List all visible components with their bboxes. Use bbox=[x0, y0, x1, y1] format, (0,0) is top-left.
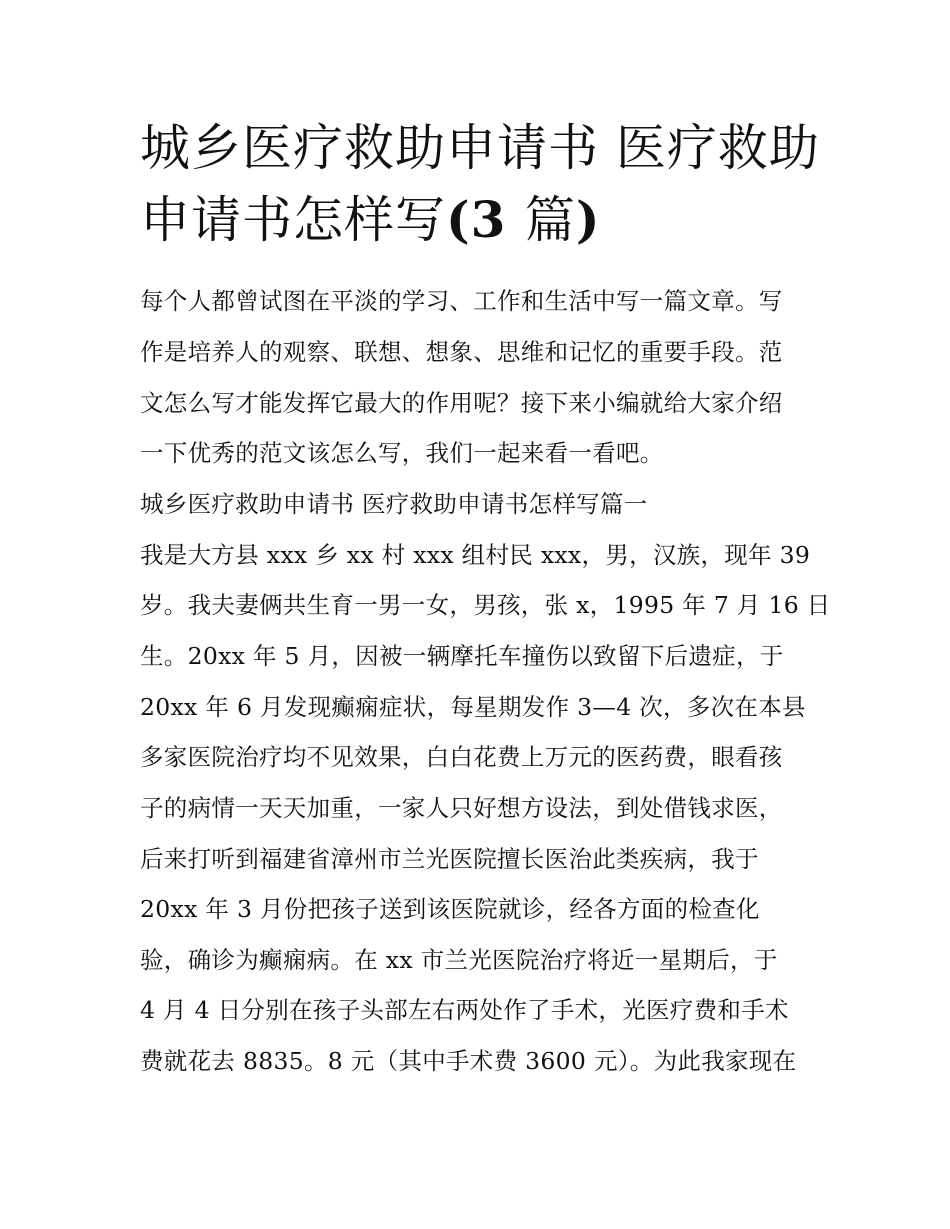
body-line-2: 岁。我夫妻俩共生育一男一女，男孩，张 x，1995 年 7 月 16 日 bbox=[140, 591, 831, 619]
title-line-2-unit: 篇 bbox=[524, 191, 576, 249]
title-line-2-paren: ) bbox=[575, 190, 601, 249]
body-line-10: 4 月 4 日分别在孩子头部左右两处作了手术，光医疗费和手术 bbox=[140, 996, 789, 1024]
body-line-1: 我是大方县 xxx 乡 xx 村 xxx 组村民 xxx，男，汉族，现年 39 bbox=[140, 541, 811, 569]
intro-line-1: 每个人都曾试图在平淡的学习、工作和生活中写一篇文章。写 bbox=[140, 287, 783, 315]
document-title bbox=[140, 112, 830, 256]
body-line-7: 后来打听到福建省漳州市兰光医院擅长医治此类疾病，我于 bbox=[140, 845, 759, 873]
intro-line-4: 一下优秀的范文该怎么写，我们一起来看一看吧。 bbox=[140, 439, 664, 467]
title-line-1: 城乡医疗救助申请书 医疗救助 bbox=[140, 119, 820, 177]
body-line-9: 验，确诊为癫痫病。在 xx 市兰光医院治疗将近一星期后，于 bbox=[140, 946, 778, 974]
body-line-3: 生。20xx 年 5 月，因被一辆摩托车撞伤以致留下后遗症，于 bbox=[140, 642, 784, 670]
intro-line-2: 作是培养人的观察、联想、想象、思维和记忆的重要手段。范 bbox=[140, 338, 783, 366]
body-line-8: 20xx 年 3 月份把孩子送到该医院就诊，经各方面的检查化 bbox=[140, 895, 760, 923]
intro-line-3: 文怎么写才能发挥它最大的作用呢？接下来小编就给大家介绍 bbox=[140, 389, 783, 417]
title-line-2-text: 申请书怎样写 bbox=[140, 191, 446, 249]
body-line-6: 子的病情一天天加重，一家人只好想方设法，到处借钱求医， bbox=[140, 794, 783, 822]
section-heading: 城乡医疗救助申请书 医疗救助申请书怎样写篇一 bbox=[140, 490, 648, 518]
body-line-11: 费就花去 8835。8 元（其中手术费 3600 元）。为此我家现在 bbox=[140, 1047, 797, 1075]
title-line-2-count: (3 bbox=[446, 190, 525, 249]
body-line-4: 20xx 年 6 月发现癫痫症状，每星期发作 3—4 次，多次在本县 bbox=[140, 693, 806, 721]
title-line-2 bbox=[140, 184, 830, 256]
body-line-5: 多家医院治疗均不见效果，白白花费上万元的医药费，眼看孩 bbox=[140, 743, 783, 771]
